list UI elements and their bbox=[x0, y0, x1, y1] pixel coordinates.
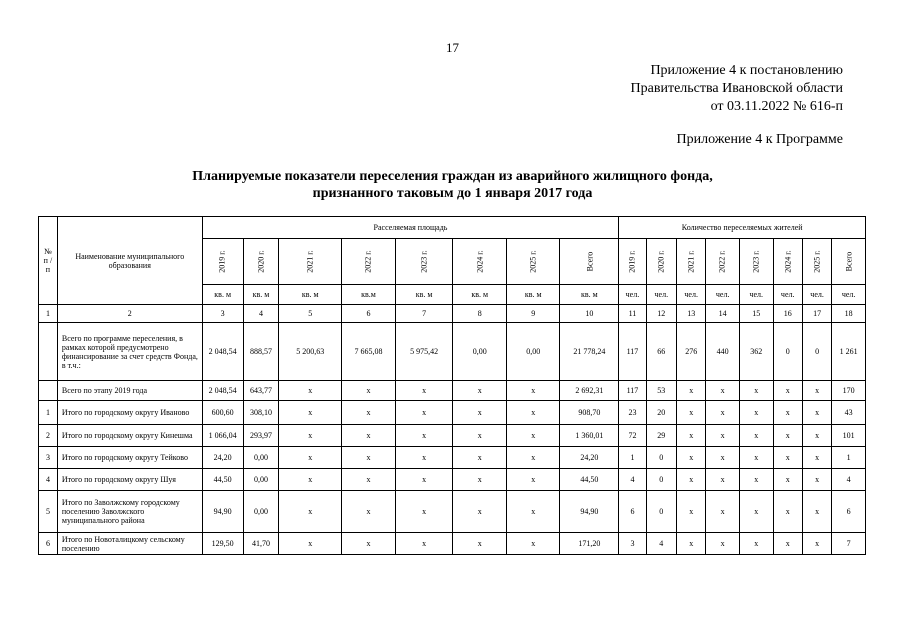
area-value: 0,00 bbox=[243, 447, 279, 469]
year-header-people-1 bbox=[646, 239, 676, 285]
unit-area: кв. м bbox=[279, 285, 342, 305]
row-number: 4 bbox=[39, 469, 58, 491]
area-value: x bbox=[506, 469, 560, 491]
year-header-people-0 bbox=[619, 239, 646, 285]
people-value: x bbox=[706, 469, 740, 491]
row-number: 2 bbox=[39, 425, 58, 447]
row-name: Итого по городскому округу Кинешма bbox=[57, 425, 202, 447]
people-value: 117 bbox=[619, 381, 646, 401]
area-value: 0,00 bbox=[243, 491, 279, 533]
row-number: 3 bbox=[39, 447, 58, 469]
year-label: Всего bbox=[584, 251, 594, 272]
area-value: 5 975,42 bbox=[395, 323, 453, 381]
people-value: 23 bbox=[619, 401, 646, 425]
table-row bbox=[39, 533, 866, 555]
area-value: 7 665,08 bbox=[342, 323, 396, 381]
area-value: x bbox=[506, 447, 560, 469]
area-value: 2 692,31 bbox=[560, 381, 619, 401]
year-label: 2022 г. bbox=[363, 250, 373, 273]
people-value: x bbox=[802, 469, 831, 491]
area-value: x bbox=[453, 491, 507, 533]
unit-area: кв. м bbox=[506, 285, 560, 305]
year-label: 2021 г. bbox=[305, 250, 315, 273]
unit-area: кв. м bbox=[202, 285, 243, 305]
year-label: 2022 г. bbox=[718, 250, 728, 273]
year-header-area-1 bbox=[243, 239, 279, 285]
col-number: 13 bbox=[677, 305, 706, 323]
row-number bbox=[39, 381, 58, 401]
area-value: 129,50 bbox=[202, 533, 243, 555]
resettlement-table bbox=[38, 216, 866, 555]
row-number: 5 bbox=[39, 491, 58, 533]
year-label: 2021 г. bbox=[686, 250, 696, 273]
page-number: 17 bbox=[446, 40, 459, 55]
area-value: 2 048,54 bbox=[202, 323, 243, 381]
year-header-people-4 bbox=[739, 239, 773, 285]
people-value: x bbox=[706, 425, 740, 447]
table-row bbox=[39, 323, 866, 381]
area-value: 0,00 bbox=[453, 323, 507, 381]
unit-area: кв. м bbox=[395, 285, 453, 305]
people-value: x bbox=[706, 491, 740, 533]
unit-area: кв. м bbox=[560, 285, 619, 305]
people-value: 117 bbox=[619, 323, 646, 381]
area-value: 44,50 bbox=[560, 469, 619, 491]
col-number: 1 bbox=[39, 305, 58, 323]
people-value: 6 bbox=[832, 491, 866, 533]
people-value: x bbox=[739, 447, 773, 469]
people-value: x bbox=[773, 447, 802, 469]
area-value: 293,97 bbox=[243, 425, 279, 447]
people-value: x bbox=[677, 401, 706, 425]
row-name: Итого по городскому округу Тейково bbox=[57, 447, 202, 469]
appendix-block bbox=[631, 62, 843, 116]
area-value: x bbox=[342, 401, 396, 425]
people-value: x bbox=[739, 491, 773, 533]
unit-people: чел. bbox=[832, 285, 866, 305]
area-value: 2 048,54 bbox=[202, 381, 243, 401]
people-value: 72 bbox=[619, 425, 646, 447]
group-area-header: Расселяемая площадь bbox=[202, 217, 619, 239]
people-value: 20 bbox=[646, 401, 676, 425]
people-value: 440 bbox=[706, 323, 740, 381]
people-value: x bbox=[802, 447, 831, 469]
people-value: 0 bbox=[646, 491, 676, 533]
year-header-area-4 bbox=[395, 239, 453, 285]
people-value: x bbox=[773, 469, 802, 491]
area-value: 308,10 bbox=[243, 401, 279, 425]
people-value: x bbox=[706, 381, 740, 401]
people-value: x bbox=[802, 381, 831, 401]
row-name: Всего по этапу 2019 года bbox=[57, 381, 202, 401]
people-value: x bbox=[802, 491, 831, 533]
area-value: x bbox=[342, 469, 396, 491]
col-number: 3 bbox=[202, 305, 243, 323]
year-label: 2023 г. bbox=[751, 250, 761, 273]
area-value: 24,20 bbox=[560, 447, 619, 469]
area-value: x bbox=[395, 381, 453, 401]
area-value: x bbox=[342, 381, 396, 401]
area-value: 600,60 bbox=[202, 401, 243, 425]
col-name-header: Наименование муниципального образования bbox=[57, 217, 202, 305]
area-value: x bbox=[453, 447, 507, 469]
row-name: Итого по городскому округу Шуя bbox=[57, 469, 202, 491]
appendix-line-1: Приложение 4 к постановлению bbox=[650, 63, 843, 78]
area-value: 908,70 bbox=[560, 401, 619, 425]
col-number: 16 bbox=[773, 305, 802, 323]
area-value: x bbox=[279, 491, 342, 533]
col-number: 4 bbox=[243, 305, 279, 323]
area-value: 94,90 bbox=[202, 491, 243, 533]
header-row-groups bbox=[39, 217, 866, 239]
people-value: x bbox=[802, 425, 831, 447]
row-name: Всего по программе переселения, в рамках которой предусмотрено финансирование за счет средств Фонда, в т.ч.: bbox=[57, 323, 202, 381]
area-value: x bbox=[395, 491, 453, 533]
area-value: x bbox=[342, 447, 396, 469]
area-value: x bbox=[279, 381, 342, 401]
people-value: 1 261 bbox=[832, 323, 866, 381]
people-value: x bbox=[677, 381, 706, 401]
unit-people: чел. bbox=[773, 285, 802, 305]
people-value: 29 bbox=[646, 425, 676, 447]
year-label: 2020 г. bbox=[656, 250, 666, 273]
people-value: x bbox=[739, 469, 773, 491]
year-header-people-2 bbox=[677, 239, 706, 285]
area-value: 643,77 bbox=[243, 381, 279, 401]
people-value: x bbox=[773, 491, 802, 533]
year-label: Всего bbox=[844, 251, 854, 272]
unit-people: чел. bbox=[619, 285, 646, 305]
table-row bbox=[39, 447, 866, 469]
unit-people: чел. bbox=[739, 285, 773, 305]
people-value: 1 bbox=[832, 447, 866, 469]
year-header-area-6 bbox=[506, 239, 560, 285]
area-value: 1 360,01 bbox=[560, 425, 619, 447]
people-value: x bbox=[773, 401, 802, 425]
area-value: x bbox=[453, 533, 507, 555]
col-num-header: № п / п bbox=[39, 217, 58, 305]
area-value: x bbox=[279, 401, 342, 425]
col-number: 10 bbox=[560, 305, 619, 323]
people-value: 4 bbox=[619, 469, 646, 491]
people-value: x bbox=[739, 401, 773, 425]
header-row-colnumbers bbox=[39, 305, 866, 323]
area-value: x bbox=[395, 533, 453, 555]
area-value: x bbox=[506, 381, 560, 401]
area-value: 0,00 bbox=[243, 469, 279, 491]
people-value: x bbox=[706, 401, 740, 425]
area-value: x bbox=[342, 425, 396, 447]
area-value: 24,20 bbox=[202, 447, 243, 469]
year-header-area-3 bbox=[342, 239, 396, 285]
area-value: x bbox=[395, 447, 453, 469]
row-name: Итого по городскому округу Иваново bbox=[57, 401, 202, 425]
area-value: 171,20 bbox=[560, 533, 619, 555]
col-number: 14 bbox=[706, 305, 740, 323]
people-value: x bbox=[706, 447, 740, 469]
area-value: x bbox=[453, 381, 507, 401]
area-value: 21 778,24 bbox=[560, 323, 619, 381]
people-value: 4 bbox=[832, 469, 866, 491]
people-value: x bbox=[739, 425, 773, 447]
year-header-people-3 bbox=[706, 239, 740, 285]
col-number: 17 bbox=[802, 305, 831, 323]
table-row bbox=[39, 469, 866, 491]
title-line-2: признанного таковым до 1 января 2017 года bbox=[312, 186, 593, 201]
row-number: 1 bbox=[39, 401, 58, 425]
area-value: x bbox=[453, 401, 507, 425]
col-number: 18 bbox=[832, 305, 866, 323]
area-value: 888,57 bbox=[243, 323, 279, 381]
people-value: x bbox=[802, 533, 831, 555]
area-value: 0,00 bbox=[506, 323, 560, 381]
people-value: 43 bbox=[832, 401, 866, 425]
people-value: x bbox=[773, 381, 802, 401]
col-number: 2 bbox=[57, 305, 202, 323]
area-value: x bbox=[506, 533, 560, 555]
col-number: 8 bbox=[453, 305, 507, 323]
area-value: 1 066,04 bbox=[202, 425, 243, 447]
people-value: x bbox=[739, 381, 773, 401]
people-value: 1 bbox=[619, 447, 646, 469]
area-value: x bbox=[279, 469, 342, 491]
area-value: 94,90 bbox=[560, 491, 619, 533]
people-value: x bbox=[773, 533, 802, 555]
year-header-people-6 bbox=[802, 239, 831, 285]
people-value: 4 bbox=[646, 533, 676, 555]
unit-area: кв.м bbox=[342, 285, 396, 305]
row-name: Итого по Новоталицкому сельскому поселению bbox=[57, 533, 202, 555]
year-header-people-5 bbox=[773, 239, 802, 285]
year-header-area-0 bbox=[202, 239, 243, 285]
row-name: Итого по Заволжскому городскому поселению Заволжского муниципального района bbox=[57, 491, 202, 533]
people-value: x bbox=[802, 401, 831, 425]
people-value: x bbox=[677, 533, 706, 555]
col-number: 15 bbox=[739, 305, 773, 323]
year-label: 2025 г. bbox=[812, 250, 822, 273]
people-value: 3 bbox=[619, 533, 646, 555]
unit-people: чел. bbox=[802, 285, 831, 305]
year-header-area-2 bbox=[279, 239, 342, 285]
people-value: 53 bbox=[646, 381, 676, 401]
group-people-header: Количество переселяемых жителей bbox=[619, 217, 866, 239]
appendix-line-3: от 03.11.2022 № 616-п bbox=[710, 99, 843, 114]
area-value: x bbox=[395, 401, 453, 425]
year-label: 2023 г. bbox=[419, 250, 429, 273]
people-value: x bbox=[773, 425, 802, 447]
col-number: 11 bbox=[619, 305, 646, 323]
year-header-people-7 bbox=[832, 239, 866, 285]
area-value: x bbox=[279, 533, 342, 555]
table-row bbox=[39, 491, 866, 533]
people-value: 0 bbox=[646, 469, 676, 491]
year-label: 2020 г. bbox=[256, 250, 266, 273]
people-value: x bbox=[677, 425, 706, 447]
area-value: x bbox=[279, 425, 342, 447]
unit-people: чел. bbox=[706, 285, 740, 305]
area-value: 44,50 bbox=[202, 469, 243, 491]
table-row bbox=[39, 425, 866, 447]
unit-area: кв. м bbox=[243, 285, 279, 305]
col-number: 6 bbox=[342, 305, 396, 323]
area-value: x bbox=[453, 425, 507, 447]
area-value: x bbox=[395, 469, 453, 491]
people-value: 7 bbox=[832, 533, 866, 555]
row-number: 6 bbox=[39, 533, 58, 555]
area-value: x bbox=[506, 491, 560, 533]
col-number: 12 bbox=[646, 305, 676, 323]
area-value: x bbox=[453, 469, 507, 491]
year-label: 2019 г. bbox=[218, 250, 228, 273]
people-value: 66 bbox=[646, 323, 676, 381]
people-value: 0 bbox=[773, 323, 802, 381]
col-number: 7 bbox=[395, 305, 453, 323]
people-value: x bbox=[677, 447, 706, 469]
appendix-program: Приложение 4 к Программе bbox=[676, 132, 843, 147]
people-value: 362 bbox=[739, 323, 773, 381]
people-value: x bbox=[677, 491, 706, 533]
area-value: x bbox=[506, 425, 560, 447]
appendix-line-2: Правительства Ивановской области bbox=[630, 81, 843, 96]
people-value: x bbox=[739, 533, 773, 555]
year-header-area-5 bbox=[453, 239, 507, 285]
area-value: 41,70 bbox=[243, 533, 279, 555]
people-value: 0 bbox=[802, 323, 831, 381]
people-value: x bbox=[706, 533, 740, 555]
page-title bbox=[0, 168, 905, 202]
year-label: 2024 г. bbox=[783, 250, 793, 273]
people-value: 0 bbox=[646, 447, 676, 469]
year-label: 2025 г. bbox=[528, 250, 538, 273]
people-value: 101 bbox=[832, 425, 866, 447]
area-value: x bbox=[395, 425, 453, 447]
people-value: x bbox=[677, 469, 706, 491]
people-value: 6 bbox=[619, 491, 646, 533]
unit-area: кв. м bbox=[453, 285, 507, 305]
title-line-1: Планируемые показатели переселения граждан из аварийного жилищного фонда, bbox=[192, 169, 713, 184]
area-value: x bbox=[342, 533, 396, 555]
people-value: 276 bbox=[677, 323, 706, 381]
col-number: 5 bbox=[279, 305, 342, 323]
col-number: 9 bbox=[506, 305, 560, 323]
area-value: x bbox=[279, 447, 342, 469]
table-row bbox=[39, 381, 866, 401]
row-number bbox=[39, 323, 58, 381]
year-label: 2019 г. bbox=[627, 250, 637, 273]
year-header-area-7 bbox=[560, 239, 619, 285]
year-label: 2024 г. bbox=[475, 250, 485, 273]
area-value: x bbox=[506, 401, 560, 425]
area-value: x bbox=[342, 491, 396, 533]
unit-people: чел. bbox=[646, 285, 676, 305]
unit-people: чел. bbox=[677, 285, 706, 305]
table-row bbox=[39, 401, 866, 425]
people-value: 170 bbox=[832, 381, 866, 401]
area-value: 5 200,63 bbox=[279, 323, 342, 381]
